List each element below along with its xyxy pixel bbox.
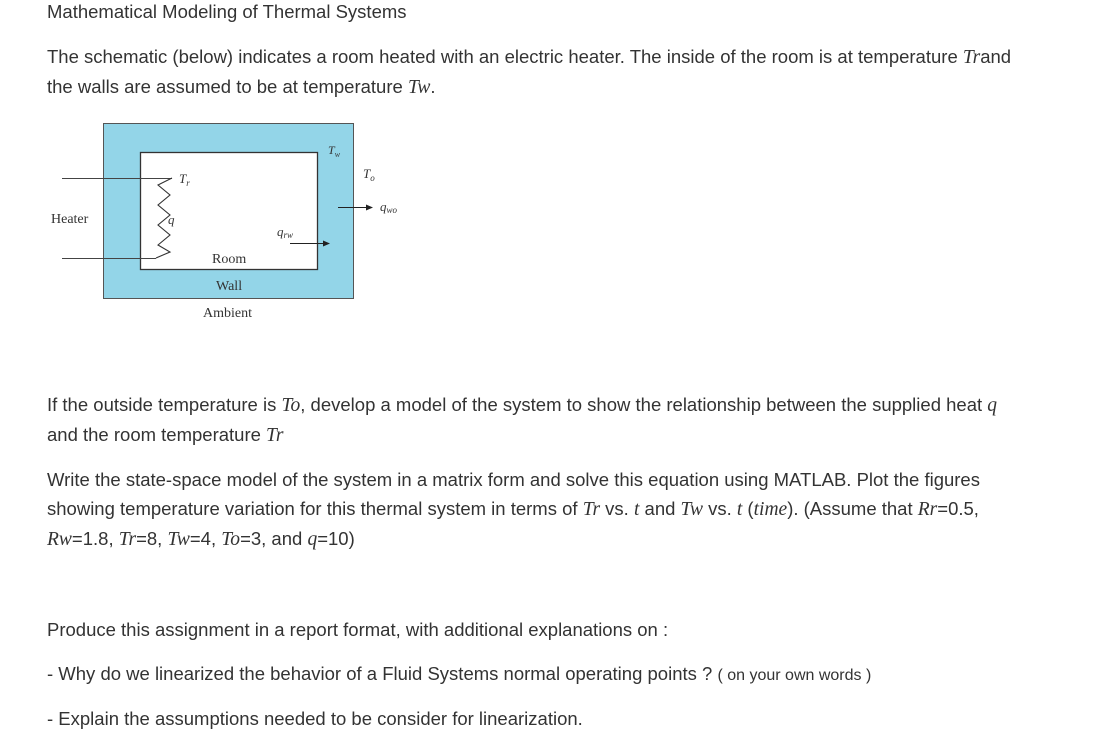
- intro-line-2: the walls are assumed to be at temperature Tw.: [47, 76, 436, 98]
- para3-line-2: showing temperature variation for this thermal system in terms of Tr vs. t and Tw vs. t (time). (Assume that Rr=0.5,: [47, 498, 979, 520]
- heater-label: Heater: [51, 212, 89, 227]
- thermal-schematic-diagram: [40, 115, 420, 325]
- room-label: Room: [212, 252, 247, 267]
- para3-line-3: Rw=1.8, Tr=8, Tw=4, To=3, and q=10): [47, 528, 355, 550]
- page-title: Mathematical Modeling of Thermal Systems: [47, 1, 407, 22]
- para4-line-2: - Why do we linearized the behavior of a Fluid Systems normal operating points ? ( on your own words ): [47, 663, 872, 684]
- para3-line-1: Write the state-space model of the system in a matrix form and solve this equation using MATLAB. Plot the figures: [47, 469, 980, 490]
- qwo-arrowhead-icon: [366, 205, 373, 211]
- wall-label: Wall: [216, 279, 243, 294]
- qwo-label: qwo: [380, 199, 398, 215]
- tr-label: $T_r$: [179, 171, 190, 188]
- qrw-label: qrw: [277, 224, 294, 240]
- q-label: q: [168, 212, 175, 227]
- para2-line-2: and the room temperature Tr: [47, 424, 284, 446]
- para4-line-3: - Explain the assumptions needed to be consider for linearization.: [47, 708, 583, 729]
- para4-line-1: Produce this assignment in a report format, with additional explanations on :: [47, 619, 669, 640]
- tw-label: $T_w$: [328, 143, 341, 159]
- ambient-label: Ambient: [203, 306, 252, 321]
- para2-line-1: If the outside temperature is To, develop a model of the system to show the relationship between the supplied heat q: [47, 394, 998, 416]
- to-label: $T_o$: [363, 166, 375, 183]
- intro-line-1: The schematic (below) indicates a room heated with an electric heater. The inside of the room is at temperature Trand: [47, 46, 1012, 68]
